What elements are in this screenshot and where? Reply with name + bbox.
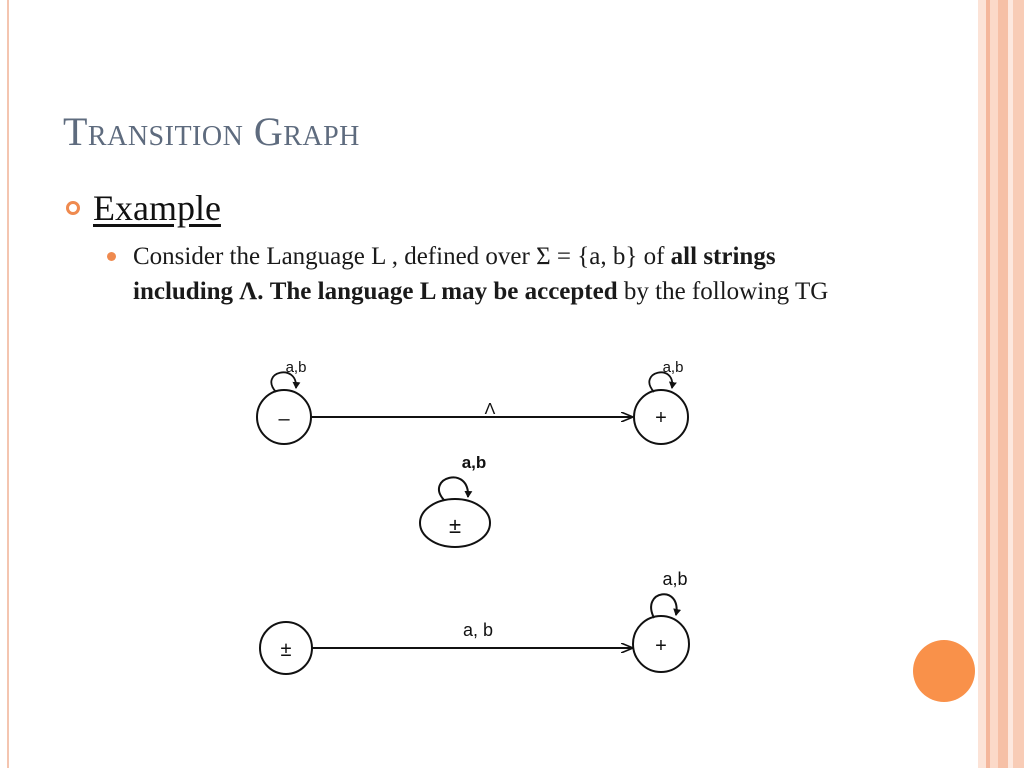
paragraph-text-3: by the following TG bbox=[617, 277, 829, 305]
loop-label: a,b bbox=[461, 453, 487, 472]
transition-label: a, b bbox=[462, 620, 494, 640]
paragraph-bold-text: all strings including Λ. The language L may be accepted bbox=[133, 243, 776, 305]
final-self-loop bbox=[651, 594, 676, 618]
diagram-3 bbox=[260, 569, 689, 674]
final-loop-label: a,b bbox=[662, 569, 688, 589]
self-loop bbox=[439, 477, 468, 500]
decorative-orange-circle bbox=[913, 640, 975, 702]
start-loop-label: a,b bbox=[285, 359, 307, 376]
initial-final-state-label: ± bbox=[448, 513, 462, 538]
transition-label: Λ bbox=[484, 401, 496, 418]
slide-title: Transition Graph bbox=[63, 109, 360, 154]
final-loop-label: a,b bbox=[662, 359, 684, 376]
start-state-label: – bbox=[278, 408, 290, 430]
final-state-label: + bbox=[655, 635, 667, 657]
diagram-2 bbox=[420, 453, 490, 547]
diagram-1 bbox=[257, 359, 688, 444]
paragraph-text-1: Consider the Language L , defined over Σ = {a, b} of bbox=[133, 243, 671, 270]
final-state-label: + bbox=[655, 407, 667, 429]
start-state-label: ± bbox=[280, 639, 292, 661]
bullet-heading: Example bbox=[93, 188, 221, 228]
